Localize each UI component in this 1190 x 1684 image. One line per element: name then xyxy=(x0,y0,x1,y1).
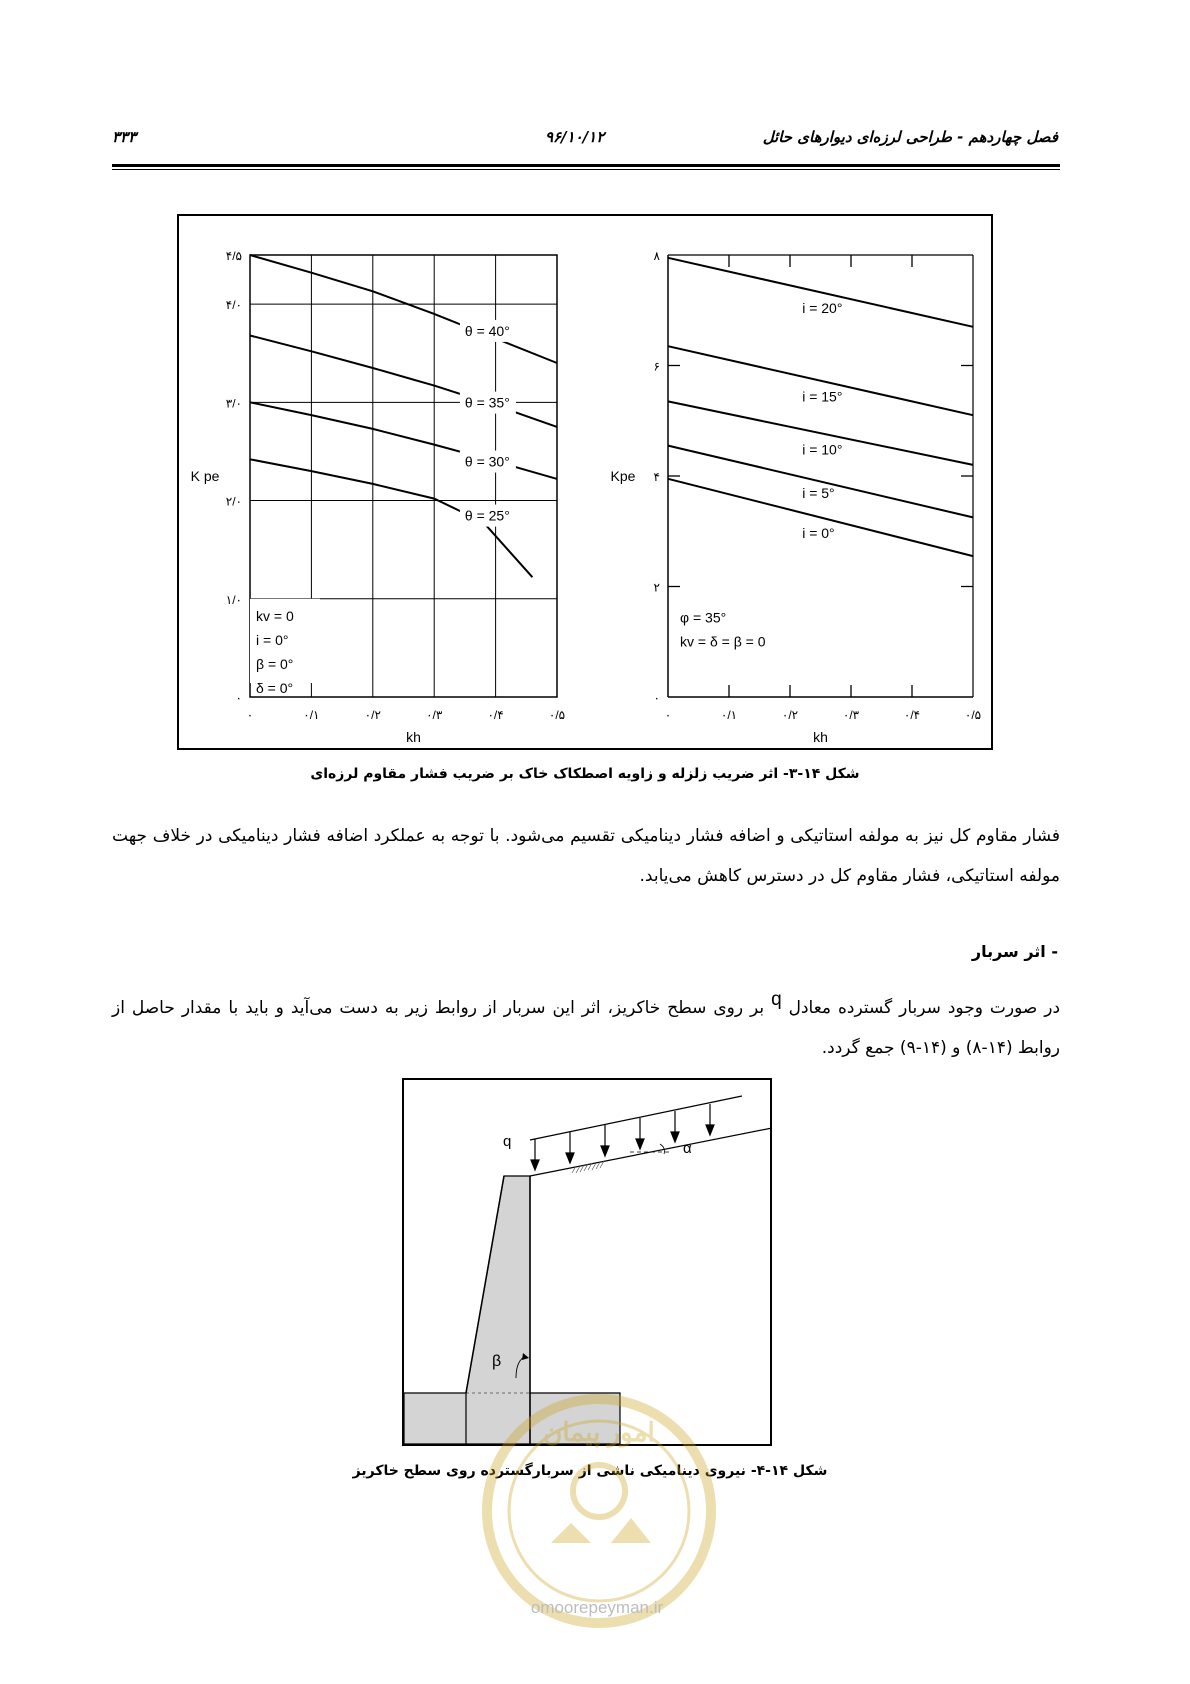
chart1-x-tick-label: ۰/۲ xyxy=(364,708,381,722)
chart1-y-axis-label: K pe xyxy=(190,468,220,484)
chart2-legend-entry: φ = 35° xyxy=(680,609,727,626)
chart2-series-label: i = 20° xyxy=(802,300,843,317)
watermark-gear-icon xyxy=(573,1465,625,1517)
chart2-x-tick-label: ۰/۲ xyxy=(781,708,799,722)
figure-14-4-caption: شکل ۱۴-۴- نیروی دینامیکی ناشی از سربارگسترده روی سطح خاکریز xyxy=(352,1463,828,1479)
paragraph-surcharge xyxy=(112,988,1060,1068)
beta-label: β xyxy=(492,1353,502,1370)
paragraph-total-passive-pressure: فشار مقاوم کل نیز به مولفه استاتیکی و اضافه فشار دینامیکی تقسیم می‌شود. با توجه به عملکرد اضافه فشار دینامیکی در خلاف جهت مولفه استاتیکی، فشار مقاوم کل در دسترس کاهش می‌یابد. xyxy=(112,826,1060,886)
chart1-legend-entry: i = 0° xyxy=(256,631,289,648)
chart2-legend-entry: kv = δ = β = 0 xyxy=(680,633,766,650)
chart2-series-label: i = 5° xyxy=(802,485,835,502)
chart1-y-tick-label: ۴/۰ xyxy=(225,298,242,313)
chart1-series-label: θ = 35° xyxy=(464,394,510,411)
chart1-series-label: θ = 30° xyxy=(464,453,510,470)
figure-14-4-frame xyxy=(403,1079,771,1445)
chart2-y-axis-label: Kpe xyxy=(610,468,636,484)
chart1-y-tick-label: ۲/۰ xyxy=(225,494,242,509)
chart2-x-tick-label: ۰/۳ xyxy=(842,708,860,722)
page-number: ۳۳۳ xyxy=(112,128,137,146)
chart2-series-line xyxy=(668,258,973,327)
watermark-excavator-icon xyxy=(611,1518,651,1543)
alpha-label: α xyxy=(683,1140,692,1157)
chart1-y-tick-label: ۱/۰ xyxy=(225,592,242,607)
paragraph-surcharge-part1: در صورت وجود سربار گسترده معادل xyxy=(788,998,1061,1018)
chart1-x-tick-label: ۰/۱ xyxy=(303,708,320,722)
chart1-legend-entry: kv = 0 xyxy=(256,607,294,624)
chart2-x-tick-label: ۰ xyxy=(664,708,672,722)
figure-14-4-diagram xyxy=(402,1078,772,1446)
chart2-y-tick-label: ۶ xyxy=(653,359,660,374)
chart1-series-label: θ = 40° xyxy=(464,322,510,339)
chart1-y-tick-label: ۴/۵ xyxy=(225,249,242,263)
chart2-y-tick-label: ۲ xyxy=(653,580,660,595)
chart2-x-axis-label: kh xyxy=(813,729,828,745)
chart1-x-axis-label: kh xyxy=(406,729,421,745)
chart2-y-tick-label: ۴ xyxy=(653,470,660,484)
chart1-x-tick-label: ۰/۵ xyxy=(548,708,566,722)
header-date: ۹۶/۱۰/۱۲ xyxy=(545,128,605,146)
chapter-title: فصل چهاردهم - طراحی لرزه‌ای دیوارهای حائل xyxy=(762,128,1058,146)
chart1-x-tick-label: ۰ xyxy=(246,708,254,722)
figure-14-3-charts xyxy=(0,0,1190,800)
paragraph-surcharge-part2: بر روی سطح خاکریز، اثر این سربار از روابط زیر به دست می‌آید و باید با مقدار حاصل از روابط (۱۴-۸) و (۱۴-۹) جمع گردد. xyxy=(112,998,1060,1058)
chart1-x-tick-label: ۰/۴ xyxy=(487,708,504,722)
chart2-series-line xyxy=(668,346,973,415)
chart2-series-label: i = 0° xyxy=(802,524,835,541)
chart2-x-tick-label: ۰/۵ xyxy=(964,708,982,722)
chart1-x-tick-label: ۰/۳ xyxy=(426,708,443,722)
chart2-x-tick-label: ۰/۱ xyxy=(720,708,738,722)
watermark-logo-text: امور پیمان xyxy=(543,1417,655,1447)
chart1-legend-entry: δ = 0° xyxy=(256,679,294,696)
chart1-legend-entry: β = 0° xyxy=(256,655,294,672)
chart1-series-label: θ = 25° xyxy=(464,507,510,524)
chart1-y-tick-label: ۳/۰ xyxy=(225,396,242,411)
figure-14-3-caption: شکل ۱۴-۳- اثر ضریب زلزله و زاویه اصطکاک خاک بر ضریب فشار مقاوم لرزه‌ای xyxy=(310,766,860,782)
watermark-inner-ring xyxy=(509,1421,689,1601)
q-label: q xyxy=(503,1133,512,1150)
watermark-logo xyxy=(481,1393,717,1629)
surcharge-symbol: q xyxy=(771,989,782,1010)
section-heading-surcharge: - اثر سربار xyxy=(971,942,1058,961)
watermark-url: omoorepeyman.ir xyxy=(530,1598,664,1617)
chart2-series-label: i = 10° xyxy=(802,441,843,458)
chart2-series-label: i = 15° xyxy=(802,388,843,405)
chart2-y-tick-label: ۰ xyxy=(653,691,660,705)
chart1-y-tick-label: ۰ xyxy=(235,691,242,705)
watermark-scale-icon xyxy=(551,1523,591,1543)
chart2-x-tick-label: ۰/۴ xyxy=(903,708,921,722)
chart2-y-tick-label: ۸ xyxy=(653,249,660,263)
